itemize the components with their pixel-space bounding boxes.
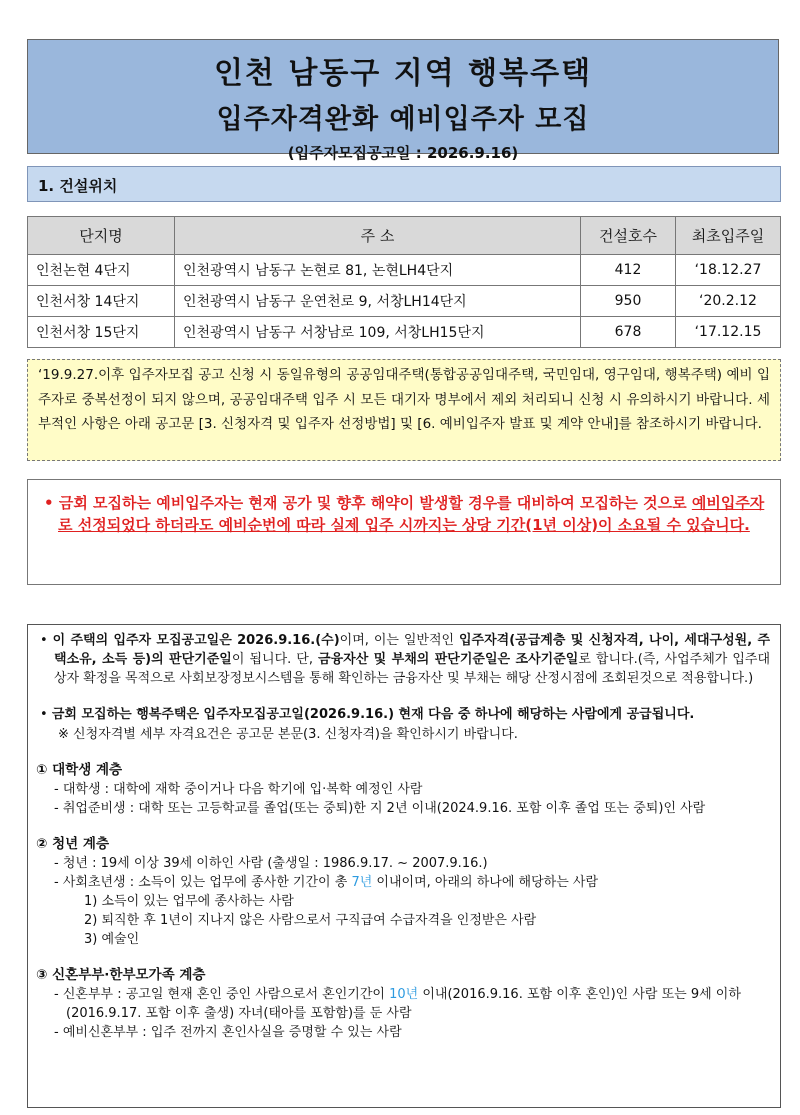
waitlist-warning-text: • 금회 모집하는 예비입주자는 현재 공가 및 향후 해약이 발생할 경우를 대비하여 모집하는 것으로 예비입주자로 선정되었다 하더라도 예비순번에 따라 실제 입주 시까지는 상당 기간(1년 이상)이 소요될 수 있습니다.: [44, 494, 765, 534]
supply-target-paragraph: • 금회 모집하는 행복주택은 입주자모집공고일(2026.9.16.) 현재 다음 중 하나에 해당하는 사람에게 공급됩니다.: [40, 707, 695, 722]
section-heading-location: 1. 건설위치: [27, 166, 781, 202]
col-header-address: 주 소: [175, 217, 581, 255]
complex-table: [27, 216, 781, 348]
list-item: 2) 퇴직한 후 1년이 지나지 않은 사람으로서 구직급여 수급자격을 인정받은 사람: [84, 913, 537, 928]
category-newlywed: ③ 신혼부부·한부모가족 계층: [36, 967, 206, 983]
cell-address: 인천광역시 남동구 논현로 81, 논현LH4단지: [175, 255, 581, 286]
title-banner: [27, 39, 779, 162]
waitlist-warning-box: [27, 479, 781, 585]
page-title: 인천 남동구 지역 행복주택: [213, 56, 593, 91]
table-row: [28, 286, 781, 317]
cell-name: 인천논현 4단지: [28, 255, 175, 286]
criteria-date-paragraph: • 이 주택의 입주자 모집공고일은 2026.9.16.(수)이며, 이는 일반적인 입주자격(공급계층 및 신청자격, 나이, 세대구성원, 주택소유, 소득 등)의 판단기준일이 됩니다. 단, 금융자산 및 부채의 판단기준일은 조사기준일로 합니다.(즉, 사업주체가 입주대상자 확정을 목적으로 사회보장정보시스템을 통해 확인하는 금융자산 및 부채는 해당 산정시점에 조회된것으로 적용합니다.): [40, 633, 771, 686]
reference-note: ※ 신청자격별 세부 자격요건은 공고문 본문(3. 신청자격)을 확인하시기 바랍니다.: [58, 727, 518, 742]
cell-units: 678: [581, 317, 676, 348]
table-row: [28, 255, 781, 286]
list-item: 1) 소득이 있는 업무에 종사하는 사람: [84, 894, 294, 909]
list-item: - 대학생 : 대학에 재학 중이거나 다음 학기에 입·복학 예정인 사람: [54, 782, 423, 797]
col-header-units: 건설호수: [581, 217, 676, 255]
notice-date: (입주자모집공고일 : 2026.9.16): [287, 144, 519, 162]
bullet: •: [44, 494, 54, 512]
category-youth: ② 청년 계층: [36, 836, 109, 852]
list-item: - 신혼부부 : 공고일 현재 혼인 중인 사람으로서 혼인기간이 10년 이내(2016.9.16. 포함 이후 혼인)인 사람 또는 9세 이하(2016.9.17. 포함 이후 출생) 자녀(태아를 포함함)를 둔 사람: [54, 987, 741, 1021]
eligibility-box: [27, 624, 781, 1108]
duplicate-selection-notice: ‘19.9.27.이후 입주자모집 공고 신청 시 동일유형의 공공임대주택(통합공공임대주택, 국민임대, 영구임대, 행복주택) 예비 입주자로 중복선정이 되지 않으며, 공공임대주택 입주 시 모든 대기자 명부에서 제외 처리되니 신청 시 유의하시기 바랍니다. 세부적인 사항은 아래 공고문 [3. 신청자격 및 입주자 선정방법] 및 [6. 예비입주자 발표 및 계약 안내]를 참조하시기 바랍니다.: [27, 359, 781, 461]
list-item: 3) 예술인: [84, 932, 140, 947]
cell-name: 인천서창 15단지: [28, 317, 175, 348]
cell-units: 412: [581, 255, 676, 286]
table-header-row: [28, 217, 781, 255]
cell-address: 인천광역시 남동구 서창남로 109, 서창LH15단지: [175, 317, 581, 348]
cell-address: 인천광역시 남동구 운연천로 9, 서창LH14단지: [175, 286, 581, 317]
page-subtitle: 입주자격완화 예비입주자 모집: [216, 104, 590, 135]
list-item: - 취업준비생 : 대학 또는 고등학교를 졸업(또는 중퇴)한 지 2년 이내(2024.9.16. 포함 이후 졸업 또는 중퇴)인 사람: [54, 801, 706, 816]
cell-first-move-in: ‘18.12.27: [676, 255, 781, 286]
waitlist-warning-underlined: 예비입주자로 선정되었다 하더라도 예비순번에 따라 실제 입주 시까지는 상당 기간(1년 이상)이 소요될 수 있습니다.: [58, 494, 765, 534]
cell-name: 인천서창 14단지: [28, 286, 175, 317]
table-row: [28, 317, 781, 348]
list-item: - 청년 : 19세 이상 39세 이하인 사람 (출생일 : 1986.9.17. ~ 2007.9.16.): [54, 856, 488, 871]
cell-units: 950: [581, 286, 676, 317]
col-header-first-move-in: 최초입주일: [676, 217, 781, 255]
list-item: - 사회초년생 : 소득이 있는 업무에 종사한 기간이 총 7년 이내이며, 아래의 하나에 해당하는 사람: [54, 875, 599, 890]
cell-first-move-in: ‘17.12.15: [676, 317, 781, 348]
list-item: - 예비신혼부부 : 입주 전까지 혼인사실을 증명할 수 있는 사람: [54, 1025, 402, 1040]
cell-first-move-in: ‘20.2.12: [676, 286, 781, 317]
col-header-name: 단지명: [28, 217, 175, 255]
category-university: ① 대학생 계층: [36, 762, 123, 778]
